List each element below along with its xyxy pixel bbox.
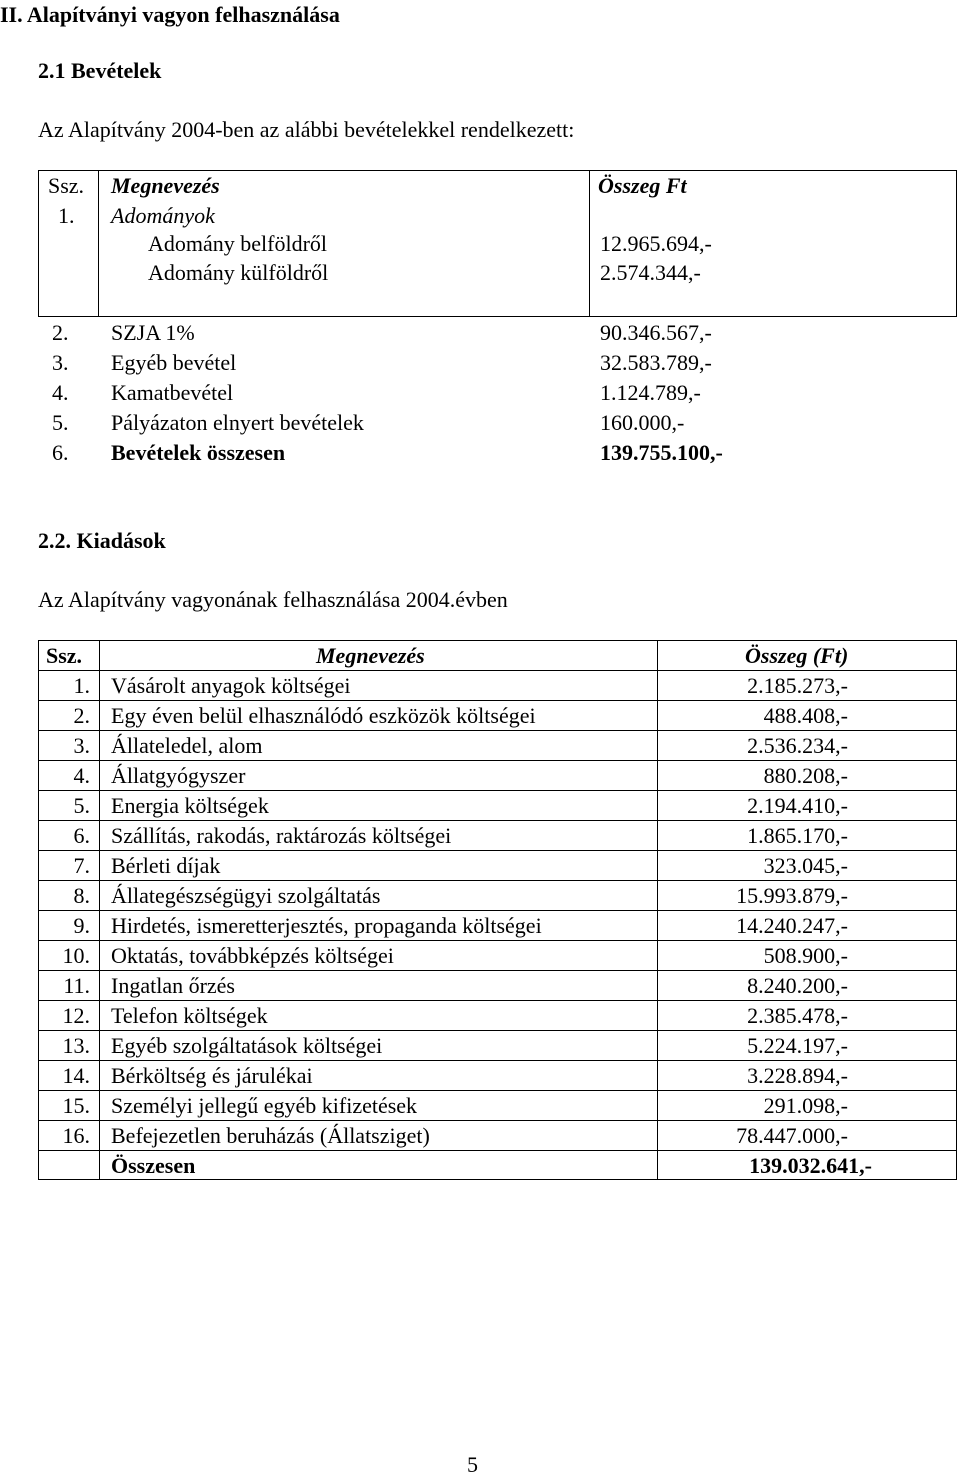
- income-row-amount: 160.000,-: [600, 410, 685, 435]
- income-group-name: Adományok: [111, 203, 215, 228]
- expense-row-amount: 880.208,-: [763, 763, 848, 788]
- expense-row-num: 1.: [73, 673, 90, 698]
- expense-row-num: 11.: [63, 973, 90, 998]
- expense-row-name: Telefon költségek: [111, 1003, 268, 1028]
- expense-row-amount: 2.385.478,-: [747, 1003, 848, 1028]
- income-total-num: 6.: [52, 440, 69, 465]
- expense-row-num: 2.: [73, 703, 90, 728]
- expense-row-name: Állatgyógyszer: [111, 763, 246, 788]
- expense-row-amount: 1.865.170,-: [747, 823, 848, 848]
- income-row-num: 2.: [52, 320, 69, 345]
- expense-row-name: Szállítás, rakodás, raktározás költségei: [111, 823, 452, 848]
- income-total-amount: 139.755.100,-: [600, 440, 723, 465]
- expense-row-name: Energia költségek: [111, 793, 269, 818]
- expense-row-num: 3.: [73, 733, 90, 758]
- expense-row-num: 6.: [73, 823, 90, 848]
- expense-row-name: Személyi jellegű egyéb kifizetések: [111, 1093, 418, 1118]
- expense-row-amount: 2.185.273,-: [747, 673, 848, 698]
- expense-row-num: 10.: [62, 943, 90, 968]
- expense-row-name: Befejezetlen beruházás (Állatsziget): [111, 1123, 430, 1148]
- income-sub-name: Adomány belföldről: [148, 231, 328, 256]
- page-heading: II. Alapítványi vagyon felhasználása: [0, 2, 340, 27]
- expense-row-amount: 2.194.410,-: [747, 793, 848, 818]
- expense-row-num: 9.: [73, 913, 90, 938]
- income-total-name: Bevételek összesen: [111, 440, 286, 465]
- expense-row-num: 16.: [62, 1123, 90, 1148]
- expenses-intro: Az Alapítvány vagyonának felhasználása 2004.évben: [38, 587, 508, 612]
- expense-row-amount: 508.900,-: [763, 943, 848, 968]
- expense-row-amount: 8.240.200,-: [747, 973, 848, 998]
- expense-row-name: Állategészségügyi szolgáltatás: [111, 883, 381, 908]
- expense-row-amount: 291.098,-: [763, 1093, 848, 1118]
- expense-row-name: Állateledel, alom: [111, 733, 263, 758]
- expense-row-name: Hirdetés, ismeretterjesztés, propaganda költségei: [111, 913, 542, 938]
- expense-row-amount: 78.447.000,-: [736, 1123, 848, 1148]
- expenses-title: 2.2. Kiadások: [38, 528, 166, 553]
- income-row-name: Egyéb bevétel: [111, 350, 237, 375]
- expense-row-amount: 3.228.894,-: [747, 1063, 848, 1088]
- income-row-name: Kamatbevétel: [111, 380, 234, 405]
- expense-row-name: Oktatás, továbbképzés költségei: [111, 943, 394, 968]
- income-row-name: Pályázaton elnyert bevételek: [111, 410, 364, 435]
- expenses-header-name: Megnevezés: [316, 643, 425, 668]
- income-row-num: 4.: [52, 380, 69, 405]
- income-sub-amount: 2.574.344,-: [600, 260, 701, 285]
- expense-row-amount: 488.408,-: [763, 703, 848, 728]
- income-header-amount: Összeg Ft: [598, 173, 687, 198]
- income-sub-amount: 12.965.694,-: [600, 231, 712, 256]
- expense-row-amount: 15.993.879,-: [736, 883, 848, 908]
- expense-row-name: Bérköltség és járulékai: [111, 1063, 313, 1088]
- income-title: 2.1 Bevételek: [38, 58, 162, 83]
- expense-row-name: Egy éven belül elhasználódó eszközök költségei: [111, 703, 536, 728]
- expense-row-name: Egyéb szolgáltatások költségei: [111, 1033, 383, 1058]
- expense-row-name: Ingatlan őrzés: [111, 973, 235, 998]
- income-header-name: Megnevezés: [111, 173, 220, 198]
- expense-row-amount: 5.224.197,-: [747, 1033, 848, 1058]
- expense-row-name: Bérleti díjak: [111, 853, 221, 878]
- expense-row-amount: 2.536.234,-: [747, 733, 848, 758]
- income-group-num: 1.: [58, 203, 75, 228]
- page-number: 5: [467, 1452, 478, 1477]
- income-sub-name: Adomány külföldről: [148, 260, 329, 285]
- income-row-num: 5.: [52, 410, 69, 435]
- expense-row-amount: 323.045,-: [763, 853, 848, 878]
- income-intro: Az Alapítvány 2004-ben az alábbi bevételekkel rendelkezett:: [38, 117, 575, 142]
- income-row-amount: 1.124.789,-: [600, 380, 701, 405]
- income-row-name: SZJA 1%: [111, 320, 195, 345]
- expense-row-num: 7.: [73, 853, 90, 878]
- income-row-num: 3.: [52, 350, 69, 375]
- expense-row-num: 8.: [73, 883, 90, 908]
- expenses-total-amount: 139.032.641,-: [749, 1153, 872, 1178]
- income-header-num: Ssz.: [48, 173, 85, 198]
- expenses-total-label: Összesen: [111, 1153, 196, 1178]
- expense-row-num: 5.: [73, 793, 90, 818]
- expenses-header-num: Ssz.: [46, 643, 83, 668]
- expenses-header-amount: Összeg (Ft): [745, 643, 849, 668]
- income-row-amount: 32.583.789,-: [600, 350, 712, 375]
- expense-row-num: 4.: [73, 763, 90, 788]
- expense-row-name: Vásárolt anyagok költségei: [111, 673, 351, 698]
- expense-row-num: 12.: [62, 1003, 90, 1028]
- expense-row-amount: 14.240.247,-: [736, 913, 848, 938]
- expense-row-num: 14.: [62, 1063, 90, 1088]
- expense-row-num: 13.: [62, 1033, 90, 1058]
- income-row-amount: 90.346.567,-: [600, 320, 712, 345]
- expense-row-num: 15.: [62, 1093, 90, 1118]
